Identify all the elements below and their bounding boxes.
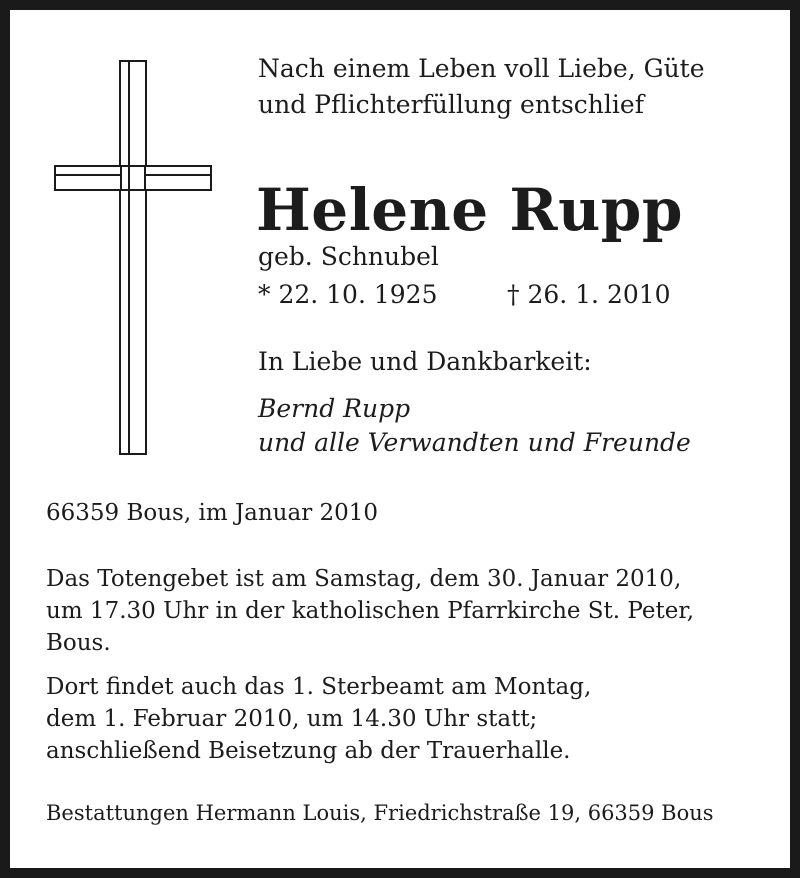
undertaker-info: Bestattungen Hermann Louis, Friedrichstraße 19, 66359 Bous bbox=[46, 801, 714, 825]
latin-cross-icon bbox=[54, 60, 214, 456]
service-line-3: anschließend Beisetzung ab der Trauerhalle. bbox=[46, 738, 571, 764]
service-line-1: Dort findet auch das 1. Sterbeamt am Montag, bbox=[46, 674, 592, 700]
service-line-2: dem 1. Februar 2010, um 14.30 Uhr statt; bbox=[46, 706, 538, 732]
place-date: 66359 Bous, im Januar 2010 bbox=[46, 500, 379, 526]
deceased-name: Helene Rupp bbox=[256, 176, 683, 244]
birth-date: * 22. 10. 1925 bbox=[258, 280, 438, 309]
prayer-line-3: Bous. bbox=[46, 630, 111, 656]
prayer-line-1: Das Totengebet ist am Samstag, dem 30. Januar 2010, bbox=[46, 566, 682, 592]
death-date: † 26. 1. 2010 bbox=[507, 280, 671, 309]
intro-line-1: Nach einem Leben voll Liebe, Güte bbox=[258, 54, 705, 83]
birth-name: geb. Schnubel bbox=[258, 242, 439, 271]
thanks-heading: In Liebe und Dankbarkeit: bbox=[258, 347, 592, 376]
mourner-2: und alle Verwandten und Freunde bbox=[258, 428, 691, 457]
mourner-1: Bernd Rupp bbox=[258, 394, 411, 423]
prayer-line-2: um 17.30 Uhr in der katholischen Pfarrkirche St. Peter, bbox=[46, 598, 695, 624]
intro-line-2: und Pflichterfüllung entschlief bbox=[258, 90, 644, 119]
